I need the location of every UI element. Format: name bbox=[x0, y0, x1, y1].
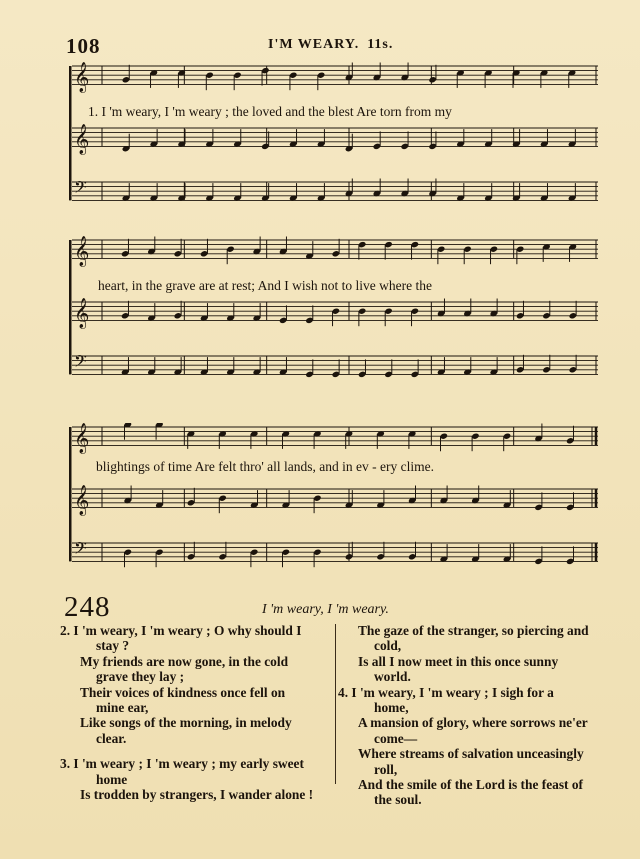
verse-line: And the smile of the Lord is the feast of bbox=[358, 777, 584, 793]
running-header bbox=[268, 37, 393, 53]
treble-clef-icon: 𝄞 bbox=[74, 423, 90, 454]
staff-system-2-graphic bbox=[66, 236, 600, 391]
treble-clef-icon: 𝄞 bbox=[74, 62, 90, 93]
verse-line: stay ? bbox=[96, 638, 130, 654]
treble-clef-icon: 𝄞 bbox=[74, 485, 90, 516]
bass-clef-icon: 𝄢 bbox=[74, 350, 87, 375]
verse-line: mine ear, bbox=[96, 700, 149, 716]
lyric-line-2: heart, in the grave are at rest; And I wish not to live where the bbox=[98, 278, 433, 293]
verse-line: world. bbox=[374, 669, 411, 685]
verse-line: the soul. bbox=[374, 792, 422, 808]
bass-clef-icon: 𝄢 bbox=[74, 537, 87, 562]
verse-line: home bbox=[96, 771, 128, 787]
lyric-line-3: blightings of time Are felt thro' all lands, and in ev - ery clime. bbox=[96, 459, 434, 474]
music-system-2 bbox=[66, 236, 600, 391]
verse-line: 2. I 'm weary, I 'm weary ; O why should I bbox=[60, 623, 302, 638]
verse-line: A mansion of glory, where sorrows ne'er bbox=[358, 715, 588, 731]
verse-line: The gaze of the stranger, so piercing and bbox=[358, 623, 589, 638]
bass-clef-icon: 𝄢 bbox=[74, 176, 87, 201]
music-system-3 bbox=[66, 423, 600, 578]
verse-line: Is all I now meet in this once sunny bbox=[358, 653, 559, 669]
verse-column-right bbox=[338, 623, 606, 808]
staff-system-1-graphic bbox=[66, 62, 600, 217]
verse-line: Where streams of salvation unceasingly bbox=[358, 746, 584, 762]
system-bracket bbox=[69, 66, 72, 200]
verse-line: home, bbox=[374, 700, 409, 716]
treble-clef-icon: 𝄞 bbox=[74, 298, 90, 329]
treble-clef-icon: 𝄞 bbox=[74, 236, 90, 267]
verse-line bbox=[60, 746, 332, 756]
verse-line: cold, bbox=[374, 638, 402, 654]
music-system-1 bbox=[66, 62, 600, 217]
page-number: 108 bbox=[66, 34, 101, 58]
treble-clef-icon: 𝄞 bbox=[74, 124, 90, 155]
verse-line: Their voices of kindness once fell on bbox=[80, 684, 286, 700]
verse-line: My friends are now gone, in the cold bbox=[80, 653, 289, 669]
verse-line: clear. bbox=[96, 730, 127, 746]
meter-label: 11s. bbox=[367, 37, 394, 52]
verse-line: Like songs of the morning, in melody bbox=[80, 715, 292, 731]
verse-line: Is trodden by strangers, I wander alone ! bbox=[80, 787, 314, 803]
lyric-line-1: 1. I 'm weary, I 'm weary ; the loved and the blest Are torn from my bbox=[88, 104, 452, 119]
hymn-title: I 'm weary, I 'm weary. bbox=[262, 602, 389, 617]
verse-line: come— bbox=[374, 730, 418, 746]
system-bracket bbox=[69, 427, 72, 561]
system-bracket bbox=[69, 240, 72, 374]
staff-system-3-graphic bbox=[66, 423, 600, 578]
verse-line: 4. I 'm weary, I 'm weary ; I sigh for a bbox=[338, 684, 554, 700]
verse-line: 3. I 'm weary ; I 'm weary ; my early sweet bbox=[60, 756, 304, 772]
tune-title: I'M WEARY. bbox=[268, 37, 360, 52]
verse-line: grave they lay ; bbox=[96, 669, 185, 685]
hymn-number: 248 bbox=[64, 591, 111, 623]
column-divider bbox=[335, 624, 336, 784]
verse-line: roll, bbox=[374, 761, 398, 777]
verse-column-left bbox=[60, 623, 332, 802]
